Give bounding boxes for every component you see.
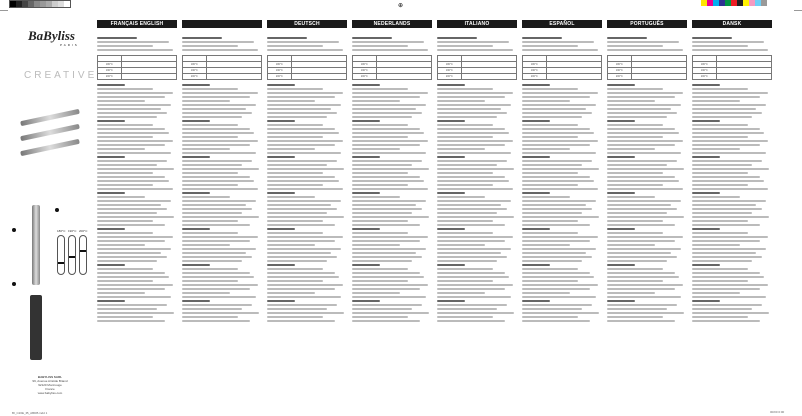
file-id: BI_C20E_IB_ABDB.indd 1 <box>12 411 48 415</box>
language-column <box>182 20 262 400</box>
temperature-table: 180°C 190°C 200°C <box>352 55 432 80</box>
language-header <box>182 20 262 28</box>
temperature-table: 180°C 190°C 200°C <box>692 55 772 80</box>
language-header: ESPAÑOL <box>522 20 602 28</box>
language-column <box>522 20 602 400</box>
wand-side-diagram <box>30 295 42 360</box>
address-block: BABYLISS SARL 99, Avenue Aristide Briand 92120 Montrouge France www.babyliss.com <box>32 375 68 395</box>
brand-logo: BaByliss <box>28 28 75 43</box>
language-column <box>352 20 432 400</box>
curling-wand-image <box>20 139 80 156</box>
language-column <box>267 20 347 400</box>
language-header: FRANÇAIS ENGLISH <box>97 20 177 28</box>
temperature-table: 180°C 190°C 200°C <box>182 55 262 80</box>
callout-icon <box>12 228 16 232</box>
temperature-table: 180°C 190°C 200°C <box>607 55 687 80</box>
language-header: NEDERLANDS <box>352 20 432 28</box>
footer-timestamp: 00/00 0:00 <box>770 410 785 414</box>
temperature-table: 180°C 190°C 200°C <box>97 55 177 80</box>
callout-icon <box>55 208 59 212</box>
curling-wand-image <box>20 124 80 141</box>
language-column <box>437 20 517 400</box>
callout-icon <box>12 282 16 286</box>
registration-mark-icon: ⊕ <box>398 3 404 9</box>
curling-wand-image <box>20 109 80 126</box>
brand-sub: PARIS <box>60 43 79 47</box>
language-header: ITALIANO <box>437 20 517 28</box>
color-bar <box>701 0 767 8</box>
temperature-table: 180°C 190°C 200°C <box>522 55 602 80</box>
cover-panel: BaByliss PARIS CREATIVE 180°C 190°C 200°C BABYLISS SARL 99, Avenue Aristide Briand 92120 Montrouge France www.babyliss.com <box>0 20 93 400</box>
product-name: CREATIVE <box>24 70 98 81</box>
language-column <box>97 20 177 400</box>
language-header: DANSK <box>692 20 772 28</box>
language-header: DEUTSCH <box>267 20 347 28</box>
wand-diagram <box>32 205 40 285</box>
language-column <box>692 20 772 400</box>
temperature-table: 180°C 190°C 200°C <box>437 55 517 80</box>
temperature-table: 180°C 190°C 200°C <box>267 55 347 80</box>
crop-mark <box>0 10 8 11</box>
crop-mark <box>794 10 802 11</box>
grayscale-bar <box>9 0 71 8</box>
language-header: PORTUGUÊS <box>607 20 687 28</box>
language-column <box>607 20 687 400</box>
